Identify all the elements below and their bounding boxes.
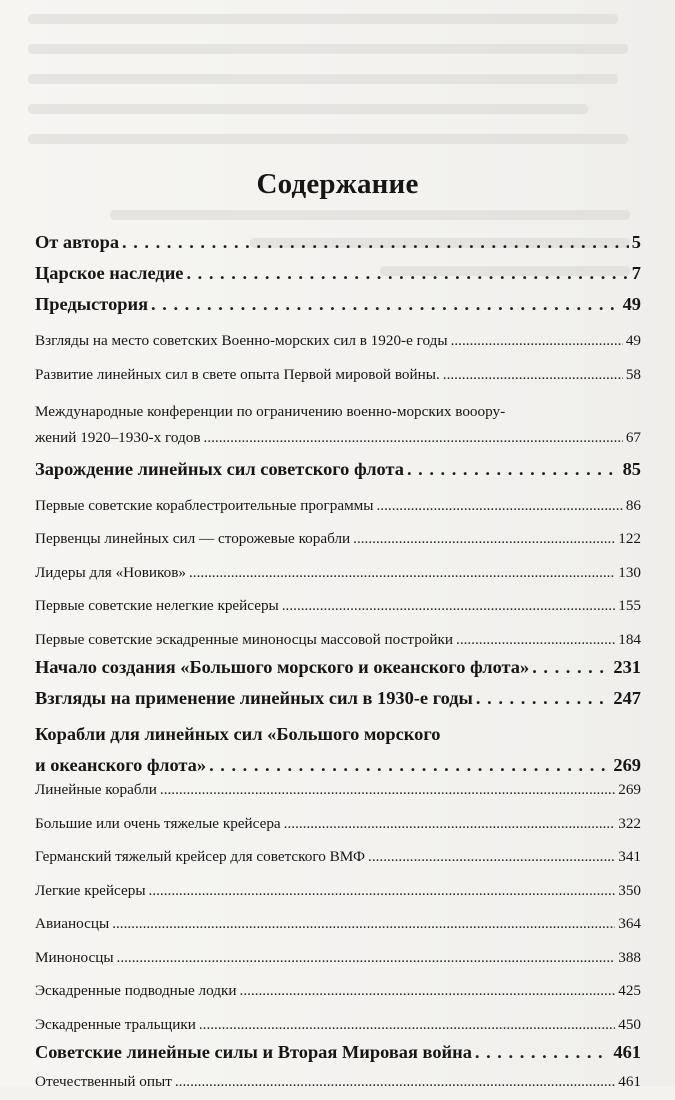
page-title: Содержание [256,168,419,200]
toc-subentry[interactable] [35,848,641,875]
dot-leader [199,1016,615,1034]
toc-subentry[interactable] [35,631,641,658]
dot-leader [476,688,610,709]
entry-title: Лидеры для «Новиков» [35,563,186,581]
page-number: 341 [618,848,641,865]
page-number: 364 [618,915,641,932]
dot-leader [282,597,615,615]
toc-entry[interactable] [35,688,641,719]
entry-title: Большие или очень тяжелые крейсера [35,814,281,832]
spacer [35,392,641,399]
dot-leader [149,882,616,900]
entry-title: Германский тяжелый крейсер для советского ВМФ [35,848,366,865]
toc-entry[interactable] [35,263,641,294]
table-of-contents [35,232,641,1100]
dot-leader [160,781,615,799]
entry-title: Эскадренные тральщики [35,1015,196,1033]
entry-title: Отечественный опыт [35,1073,172,1090]
dot-leader [189,564,615,582]
entry-title: Развитие линейных сил в свете опыта Первой мировой войны. [35,365,440,383]
dot-leader [532,657,610,678]
dot-leader [209,750,610,781]
page-number: 269 [618,781,641,798]
spacer [35,523,641,530]
entry-title: Начало создания «Большого морского и океанского флота» [35,657,530,677]
dot-leader [112,915,615,933]
entry-title: Взгляды на место советских Военно-морских сил в 1920-е годы [35,332,448,349]
spacer [35,590,641,597]
entry-title: Первенцы линейных сил — сторожевые корабли [35,530,351,547]
spacer [35,908,641,915]
entry-title: Первые советские нелегкие крейсеры [35,597,279,614]
entry-title: Линейные корабли [35,781,157,798]
page-number: 461 [618,1073,641,1090]
toc-subentry[interactable] [35,882,641,909]
spacer [35,359,641,366]
page-number: 450 [618,1015,641,1033]
page-number: 86 [625,496,641,514]
dot-leader [368,848,615,866]
entry-title: Эскадренные подводные лодки [35,982,237,999]
spacer [35,490,641,497]
spacer [35,875,641,882]
entry-title: Первые советские кораблестроительные программы [35,496,374,514]
toc-subentry[interactable] [35,982,641,1009]
toc-subentry[interactable] [35,815,641,842]
entry-title: Царское наследие [35,263,184,283]
page-number: 130 [618,563,641,581]
spacer [35,975,641,982]
spacer [35,325,641,332]
dot-leader [451,332,623,350]
page-number: 85 [622,458,641,479]
spacer [35,841,641,848]
toc-subentry[interactable] [35,564,641,591]
entry-title-line1: Корабли для линейных сил «Большого морского [35,724,441,744]
entry-title: Легкие крейсеры [35,881,146,899]
spacer [35,557,641,564]
page-number: 67 [625,429,641,446]
dot-leader [117,949,616,967]
dot-leader [377,497,623,515]
dot-leader [240,982,616,1000]
dot-leader [456,631,615,649]
entry-title: Советские линейные силы и Вторая Мировая война [35,1042,472,1062]
page-number: 49 [622,294,641,314]
toc-subentry[interactable] [35,332,641,359]
page-number: 5 [631,232,641,252]
dot-leader [475,1042,611,1063]
entry-title: Авианосцы [35,915,110,932]
entry-title: Зарождение линейных сил советского флота [35,458,404,479]
entry-title: Взгляды на применение линейных сил в 1930-е годы [35,688,473,708]
toc-subentry[interactable] [35,597,641,624]
toc-subentry[interactable] [35,1016,641,1043]
dot-leader [443,366,623,384]
page-number: 269 [613,755,641,775]
page-number: 231 [613,657,641,677]
toc-entry[interactable] [35,719,641,781]
page-number: 7 [631,263,641,283]
spacer [35,624,641,631]
page-number: 122 [618,530,641,547]
entry-title-line1: Международные конференции по ограничению военно-морских вооору- [35,403,506,420]
entry-title-line2: и океанского флота» [35,755,207,775]
entry-title: Первые советские эскадренные миноносцы массовой постройки [35,630,454,648]
toc-subentry[interactable] [35,530,641,557]
toc-entry[interactable] [35,232,641,263]
page-number: 184 [618,630,641,648]
entry-title: Предыстория [35,294,149,314]
toc-subentry[interactable] [35,949,641,976]
page-number: 425 [618,982,641,999]
entry-title: От автора [35,232,120,252]
toc-subentry[interactable] [35,781,641,808]
toc-entry[interactable] [35,459,641,490]
toc-subentry[interactable] [35,366,641,393]
page-number: 155 [618,597,641,614]
page-number: 58 [625,365,641,383]
toc-subentry[interactable] [35,497,641,524]
entry-title: Миноносцы [35,948,114,966]
toc-entry[interactable] [35,657,641,688]
toc-subentry[interactable] [35,399,641,452]
dot-leader [175,1073,615,1091]
toc-subentry[interactable] [35,1073,641,1100]
dot-leader [407,459,620,480]
dot-leader [186,263,628,284]
dot-leader [284,815,616,833]
page-number: 49 [625,332,641,349]
page-number: 322 [618,814,641,832]
spacer [35,942,641,949]
toc-entry[interactable] [35,294,641,325]
page-number: 247 [613,688,641,708]
dot-leader [204,425,623,451]
dot-leader [353,530,615,548]
toc-entry[interactable] [35,1042,641,1073]
spacer [35,452,641,459]
spacer [35,808,641,815]
dot-leader [151,294,620,315]
spacer [35,1009,641,1016]
entry-title-line2: жений 1920–1930-х годов [35,429,201,446]
page-number: 461 [613,1042,641,1062]
toc-subentry[interactable] [35,915,641,942]
page-number: 388 [618,948,641,966]
page-number: 350 [618,881,641,899]
dot-leader [122,232,629,253]
